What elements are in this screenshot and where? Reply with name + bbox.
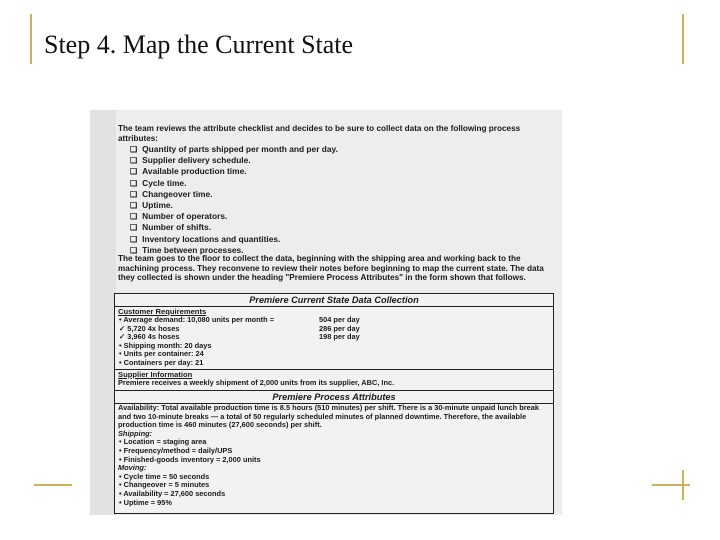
line-left: ✓ 5,720 4x hoses [119,323,180,333]
list-item: • Cycle time = 50 seconds [119,471,210,481]
checklist-item: ❑ Inventory locations and quantities. [130,234,338,245]
line-left: • Units per container: 24 [119,349,204,359]
requirements-list [115,316,553,368]
checklist-item: ❑ Cycle time. [130,178,338,189]
decorative-rule-bottom-left [34,484,72,486]
availability-text: Availability: Total available production time is 8.5 hours (510 minutes) per shift. There is a 30-minute unpaid lunch break and two 10-minute breaks — a total of 50 regularly scheduled minutes of planned downtime. Therefore, the available production time is 460 minutes (27,600 seconds) per shift. [118,403,539,430]
checklist-item: ❑ Supplier delivery schedule. [130,155,338,166]
list-item: • Availability = 27,600 seconds [119,488,226,498]
supplier-heading: Supplier Information [118,370,193,379]
checklist-item: ❑ Uptime. [130,200,338,211]
checklist-item: ❑ Quantity of parts shipped per month and per day. [130,144,338,155]
checklist-item: ❑ Available production time. [130,166,338,177]
customer-requirements-heading: Customer Requirements [118,307,207,316]
list-item: • Location = staging area [119,437,207,447]
scanned-document-image [90,110,562,515]
checklist-item: ❑ Number of operators. [130,211,338,222]
list-item: • Finished-goods inventory = 2,000 units [119,454,261,464]
checklist-item: ❑ Changeover time. [130,189,338,200]
list-item: • Uptime = 95% [119,497,172,507]
intro-text: The team reviews the attribute checklist and decides to be sure to collect data on the following process attributes: [118,124,521,143]
decorative-rule-bottom-right [652,484,690,486]
checklist-item: ❑ Number of shifts. [130,222,338,233]
decorative-rule-left [30,14,32,64]
scan-edge [90,110,116,515]
moving-list [115,473,553,507]
box-title: Premiere Current State Data Collection [115,294,553,307]
list-item: • Changeover = 5 minutes [119,480,210,490]
moving-heading: Moving: [118,463,147,473]
decorative-rule-right-top [682,14,684,64]
line-right: 198 per day [319,332,360,342]
supplier-info-box [114,369,554,391]
shipping-heading: Shipping: [118,428,153,438]
line-left: • Average demand: 10,080 units per month = [119,315,275,324]
process-attributes-box [114,390,554,514]
box-title: Premiere Process Attributes [115,391,553,404]
list-item [119,359,553,368]
checklist-item: ❑ Time between processes. [130,245,338,256]
slide-title: Step 4. Map the Current State [44,30,354,59]
line-right: 504 per day [319,315,360,324]
line-left: • Shipping month: 20 days [119,340,212,350]
current-state-data-box [114,293,554,370]
line-left: • Containers per day: 21 [119,357,204,367]
shipping-list [115,438,553,464]
line-left: ✓ 3,960 4s hoses [119,332,180,342]
supplier-text: Premiere receives a weekly shipment of 2,000 units from its supplier, ABC, Inc. [118,378,395,387]
line-right: 286 per day [319,323,360,333]
team-paragraph: The team goes to the floor to collect the data, beginning with the shipping area and working back to the machining process. They reconvene to review their notes before beginning to map the current state. The data they collected is shown under the heading "Premiere Process Attributes" in the form shown that follows. [118,254,544,283]
decorative-rule-right-bottom [682,470,684,500]
attribute-checklist [130,144,338,256]
list-item: • Frequency/method = daily/UPS [119,445,233,455]
